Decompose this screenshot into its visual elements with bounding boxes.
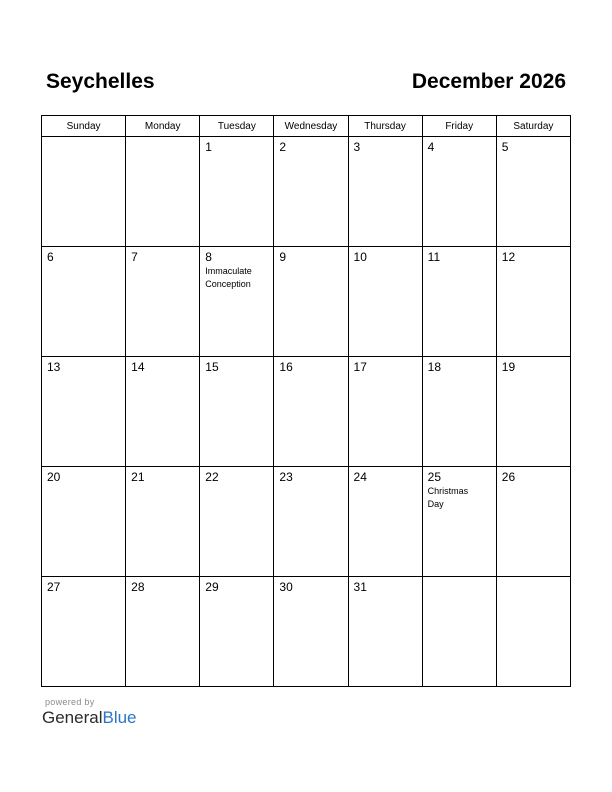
day-number: 15 bbox=[205, 360, 219, 374]
day-cell bbox=[422, 247, 496, 357]
day-cell bbox=[496, 467, 570, 577]
day-cell bbox=[126, 577, 200, 687]
day-number: 21 bbox=[131, 470, 145, 484]
country-title: Seychelles bbox=[46, 70, 155, 93]
day-number: 23 bbox=[279, 470, 293, 484]
day-number: 18 bbox=[427, 360, 442, 374]
day-cell bbox=[274, 357, 348, 467]
day-number: 22 bbox=[205, 470, 219, 484]
day-number: 2 bbox=[279, 140, 287, 154]
calendar-grid bbox=[41, 115, 571, 687]
weekday-saturday: Saturday bbox=[496, 116, 570, 137]
day-number: 29 bbox=[205, 580, 219, 594]
day-number: 9 bbox=[279, 250, 287, 264]
day-number: 12 bbox=[501, 250, 516, 264]
day-cell bbox=[348, 467, 422, 577]
day-cell bbox=[274, 247, 348, 357]
day-cell bbox=[126, 467, 200, 577]
day-cell bbox=[274, 467, 348, 577]
day-cell bbox=[42, 577, 126, 687]
day-number: 20 bbox=[47, 470, 61, 484]
day-cell bbox=[422, 577, 496, 687]
day-cell bbox=[422, 467, 496, 577]
day-cell bbox=[274, 137, 348, 247]
day-cell bbox=[200, 577, 274, 687]
day-number: 8 bbox=[205, 250, 212, 264]
day-cell bbox=[126, 137, 200, 247]
day-cell bbox=[200, 467, 274, 577]
day-cell bbox=[348, 357, 422, 467]
day-number: 5 bbox=[501, 140, 509, 154]
week-row-5 bbox=[42, 577, 571, 687]
weekday-friday: Friday bbox=[422, 116, 496, 137]
day-cell bbox=[126, 357, 200, 467]
week-row-1 bbox=[42, 137, 571, 247]
brand-part-blue: Blue bbox=[102, 708, 137, 727]
weekday-wednesday: Wednesday bbox=[274, 116, 348, 137]
brand-part-general: General bbox=[42, 708, 103, 727]
day-number: 24 bbox=[353, 470, 367, 484]
day-cell bbox=[496, 577, 570, 687]
day-number: 26 bbox=[501, 470, 516, 484]
weekday-tuesday: Tuesday bbox=[200, 116, 274, 137]
day-number: 14 bbox=[131, 360, 145, 374]
day-number: 25 bbox=[427, 470, 442, 484]
day-number: 3 bbox=[353, 140, 361, 154]
day-number: 19 bbox=[501, 360, 516, 374]
day-number: 28 bbox=[131, 580, 145, 594]
day-number: 4 bbox=[427, 140, 435, 154]
week-row-4 bbox=[42, 467, 571, 577]
day-number: 10 bbox=[353, 250, 367, 264]
day-number: 7 bbox=[131, 250, 138, 264]
day-number: 16 bbox=[279, 360, 293, 374]
day-cell bbox=[200, 137, 274, 247]
week-row-2 bbox=[42, 247, 571, 357]
day-cell bbox=[42, 247, 126, 357]
holiday-label: Christmas Day bbox=[427, 486, 469, 509]
day-number: 27 bbox=[47, 580, 61, 594]
day-cell bbox=[42, 357, 126, 467]
day-cell bbox=[348, 137, 422, 247]
weekday-sunday: Sunday bbox=[42, 116, 126, 137]
month-year-title: December 2026 bbox=[411, 70, 566, 93]
day-cell bbox=[422, 357, 496, 467]
weekday-header-row bbox=[42, 116, 571, 137]
generalblue-logo[interactable] bbox=[42, 708, 137, 728]
day-number: 13 bbox=[47, 360, 61, 374]
day-cell bbox=[496, 137, 570, 247]
day-cell bbox=[42, 137, 126, 247]
day-cell bbox=[496, 357, 570, 467]
day-cell bbox=[496, 247, 570, 357]
day-cell bbox=[200, 357, 274, 467]
weekday-thursday: Thursday bbox=[348, 116, 422, 137]
day-number: 1 bbox=[205, 140, 212, 154]
day-number: 17 bbox=[353, 360, 367, 374]
weekday-monday: Monday bbox=[126, 116, 200, 137]
day-number: 30 bbox=[279, 580, 293, 594]
day-cell bbox=[126, 247, 200, 357]
day-cell bbox=[42, 467, 126, 577]
powered-by-text: powered by bbox=[45, 697, 95, 707]
week-row-3 bbox=[42, 357, 571, 467]
day-cell bbox=[348, 577, 422, 687]
day-cell bbox=[422, 137, 496, 247]
day-cell bbox=[200, 247, 274, 357]
holiday-label: Immaculate Conception bbox=[205, 266, 252, 289]
day-cell bbox=[274, 577, 348, 687]
day-number: 11 bbox=[427, 250, 441, 264]
day-cell bbox=[348, 247, 422, 357]
day-number: 31 bbox=[353, 580, 367, 594]
day-number: 6 bbox=[47, 250, 54, 264]
